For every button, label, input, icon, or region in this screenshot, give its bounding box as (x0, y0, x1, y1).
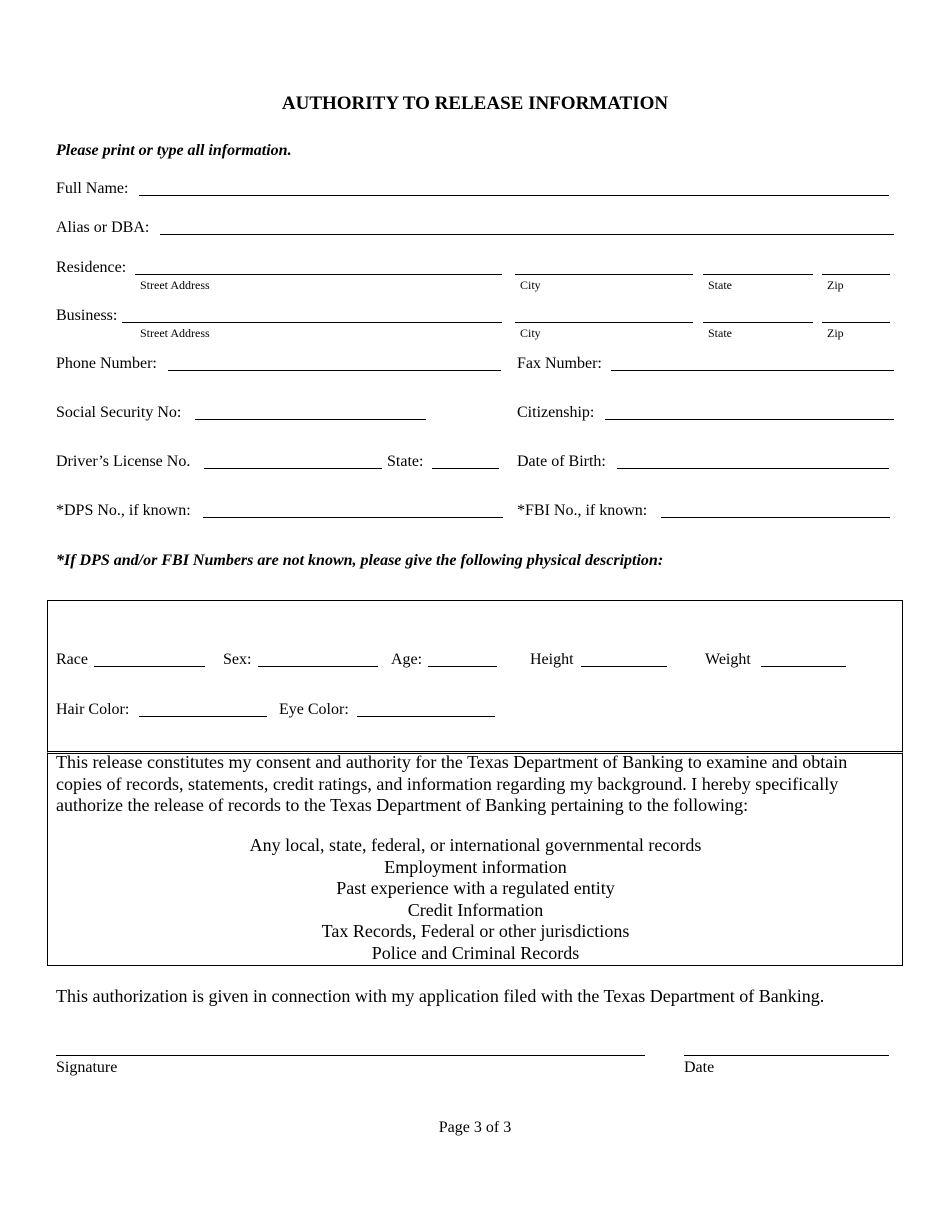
date-field[interactable] (684, 1055, 889, 1056)
residence-street-caption: Street Address (140, 278, 210, 292)
height-label: Height (530, 651, 574, 668)
residence-state-caption: State (708, 278, 732, 292)
residence-city-caption: City (520, 278, 541, 292)
signature-label: Signature (56, 1059, 118, 1076)
fbi-label: *FBI No., if known: (517, 502, 648, 519)
hair-color-field[interactable] (139, 716, 267, 717)
drivers-license-label: Driver’s License No. (56, 453, 191, 470)
physical-description-note: *If DPS and/or FBI Numbers are not known, please give the following physical description: (56, 552, 664, 569)
physical-description-box (47, 600, 903, 752)
business-zip-caption: Zip (827, 326, 844, 340)
business-state-field[interactable] (703, 322, 813, 323)
alias-field[interactable] (160, 234, 894, 235)
residence-city-field[interactable] (515, 274, 693, 275)
age-label: Age: (391, 651, 423, 668)
dl-state-field[interactable] (432, 468, 499, 469)
eye-color-label: Eye Color: (279, 701, 349, 718)
business-city-field[interactable] (515, 322, 693, 323)
release-paragraph: This release constitutes my consent and authority for the Texas Department of Banking to examine and obtain copies of records, statements, credit ratings, and information regarding my background. I hereby specifically authorize the release of records to the Texas Department of Banking pertaining to the following: (56, 752, 848, 815)
business-city-caption: City (520, 326, 541, 340)
release-item: Tax Records, Federal or other jurisdictions (321, 921, 630, 941)
residence-label: Residence: (56, 259, 127, 276)
release-item: Past experience with a regulated entity (336, 878, 615, 898)
signature-field[interactable] (56, 1055, 645, 1056)
dps-label: *DPS No., if known: (56, 502, 191, 519)
drivers-license-field[interactable] (204, 468, 382, 469)
sex-field[interactable] (258, 666, 378, 667)
citizenship-label: Citizenship: (517, 404, 595, 421)
fax-field[interactable] (611, 370, 894, 371)
business-street-caption: Street Address (140, 326, 210, 340)
weight-label: Weight (705, 651, 751, 668)
page-title: AUTHORITY TO RELEASE INFORMATION (281, 93, 669, 114)
business-label: Business: (56, 307, 118, 324)
residence-zip-field[interactable] (822, 274, 890, 275)
fbi-field[interactable] (661, 517, 890, 518)
release-item: Police and Criminal Records (371, 942, 580, 963)
phone-field[interactable] (168, 370, 501, 371)
page-number: Page 3 of 3 (438, 1119, 512, 1136)
residence-zip-caption: Zip (827, 278, 844, 292)
race-label: Race (56, 651, 88, 668)
dps-field[interactable] (203, 517, 503, 518)
hair-color-label: Hair Color: (56, 701, 130, 718)
dob-field[interactable] (617, 468, 889, 469)
release-item: Employment information (384, 856, 567, 877)
ssn-field[interactable] (195, 419, 426, 420)
dl-state-label: State: (387, 453, 424, 470)
sex-label: Sex: (223, 651, 252, 668)
instruction-text: Please print or type all information. (56, 142, 292, 159)
phone-label: Phone Number: (56, 355, 157, 372)
dob-label: Date of Birth: (517, 453, 606, 470)
full-name-field[interactable] (139, 195, 889, 196)
eye-color-field[interactable] (357, 716, 495, 717)
height-field[interactable] (581, 666, 667, 667)
residence-state-field[interactable] (703, 274, 813, 275)
age-field[interactable] (428, 666, 497, 667)
full-name-label: Full Name: (56, 180, 129, 197)
release-items-list (48, 835, 903, 964)
fax-label: Fax Number: (517, 355, 602, 372)
citizenship-field[interactable] (605, 419, 894, 420)
business-street-field[interactable] (122, 322, 502, 323)
race-field[interactable] (94, 666, 205, 667)
release-item: Credit Information (407, 899, 544, 920)
alias-label: Alias or DBA: (56, 219, 150, 236)
authorization-text: This authorization is given in connection with my application filed with the Texas Department of Banking. (56, 986, 825, 1006)
residence-street-field[interactable] (135, 274, 502, 275)
weight-field[interactable] (761, 666, 846, 667)
ssn-label: Social Security No: (56, 404, 182, 421)
release-item: Any local, state, federal, or international governmental records (249, 835, 702, 855)
business-zip-field[interactable] (822, 322, 890, 323)
date-label: Date (684, 1059, 715, 1076)
business-state-caption: State (708, 326, 732, 340)
